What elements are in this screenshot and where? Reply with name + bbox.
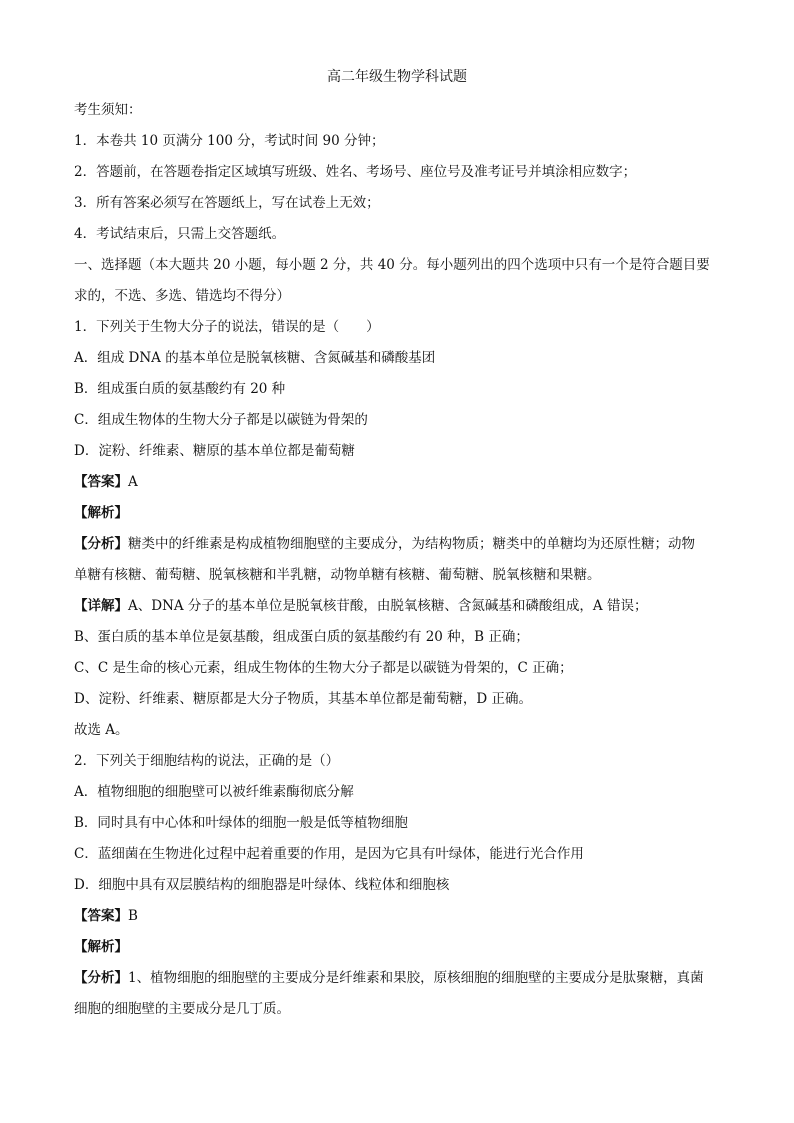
question-2-option-b: B．同时具有中心体和叶绿体的细胞一般是低等植物细胞 (74, 815, 408, 831)
notice-item: 1．本卷共 10 页满分 100 分，考试时间 90 分钟； (74, 133, 385, 149)
question-2-option-d: D．细胞中具有双层膜结构的细胞器是叶绿体、线粒体和细胞核 (74, 877, 450, 893)
question-2-fenxi (74, 969, 734, 987)
notice-item: 2．答题前，在答题卷指定区域填写班级、姓名、考场号、座位号及准考证号并填涂相应数字； (74, 164, 637, 180)
notice-item: 3．所有答案必须写在答题纸上，写在试卷上无效； (74, 195, 380, 211)
xiangjie-text: A、DNA 分子的基本单位是脱氧核苷酸，由脱氧核糖、含氮碱基和磷酸组成，A 错误； (128, 598, 648, 614)
question-1-option-c: C．组成生物体的生物大分子都是以碳链为骨架的 (74, 412, 368, 428)
fenxi-tag: 【分析】 (74, 970, 128, 986)
question-1-answer (74, 473, 734, 491)
answer-value: A (128, 474, 138, 490)
question-1-conclusion: 故选 A。 (74, 722, 129, 738)
question-1-option-a: A．组成 DNA 的基本单位是脱氧核糖、含氮碱基和磷酸基团 (74, 350, 436, 366)
analysis-tag: 【解析】 (74, 939, 128, 955)
question-1-xiangjie-b: B、蛋白质的基本单位是氨基酸，组成蛋白质的氨基酸约有 20 种，B 正确； (74, 629, 529, 645)
question-1-fenxi (74, 535, 734, 553)
question-1-fenxi-cont: 单糖有核糖、葡萄糖、脱氧核糖和半乳糖，动物单糖有核糖、葡萄糖、脱氧核糖和果糖。 (74, 567, 601, 583)
question-1-option-d: D．淀粉、纤维素、糖原的基本单位都是葡萄糖 (74, 443, 355, 459)
fenxi-text: 糖类中的纤维素是构成植物细胞壁的主要成分，为结构物质；糖类中的单糖均为还原性糖；动物 (128, 536, 695, 552)
question-2-answer (74, 907, 734, 925)
question-1-xiangjie (74, 597, 734, 615)
answer-tag: 【答案】 (74, 474, 128, 490)
xiangjie-tag: 【详解】 (74, 598, 128, 614)
fenxi-text: 1、植物细胞的细胞壁的主要成分是纤维素和果胶，原核细胞的细胞壁的主要成分是肽聚糖，真菌 (128, 970, 704, 986)
section-heading: 一、选择题（本大题共 20 小题，每小题 2 分，共 40 分。每小题列出的四个选项中只有一个是符合题目要 (74, 257, 710, 273)
question-1-analysis-tag (74, 504, 734, 522)
answer-value: B (128, 908, 138, 924)
question-1-option-b: B．组成蛋白质的氨基酸约有 20 种 (74, 381, 286, 397)
section-heading-cont: 求的，不选、多选、错选均不得分） (74, 288, 290, 304)
question-2-analysis-tag (74, 938, 734, 956)
question-2-fenxi-cont: 细胞的细胞壁的主要成分是几丁质。 (74, 1001, 290, 1017)
page-title: 高二年级生物学科试题 (327, 69, 467, 85)
question-1-xiangjie-d: D、淀粉、纤维素、糖原都是大分子物质，其基本单位都是葡萄糖，D 正确。 (74, 691, 532, 707)
analysis-tag: 【解析】 (74, 505, 128, 521)
question-2-option-c: C．蓝细菌在生物进化过程中起着重要的作用，是因为它具有叶绿体，能进行光合作用 (74, 846, 584, 862)
fenxi-tag: 【分析】 (74, 536, 128, 552)
question-1-xiangjie-c: C、C 是生命的核心元素，组成生物体的生物大分子都是以碳链为骨架的，C 正确； (74, 660, 573, 676)
notice-heading: 考生须知： (74, 102, 142, 118)
answer-tag: 【答案】 (74, 908, 128, 924)
question-2-stem: 2．下列关于细胞结构的说法，正确的是（） (74, 753, 340, 769)
question-1-stem: 1．下列关于生物大分子的说法，错误的是（ ） (74, 319, 380, 335)
notice-item: 4．考试结束后，只需上交答题纸。 (74, 226, 286, 242)
question-2-option-a: A．植物细胞的细胞壁可以被纤维素酶彻底分解 (74, 784, 354, 800)
